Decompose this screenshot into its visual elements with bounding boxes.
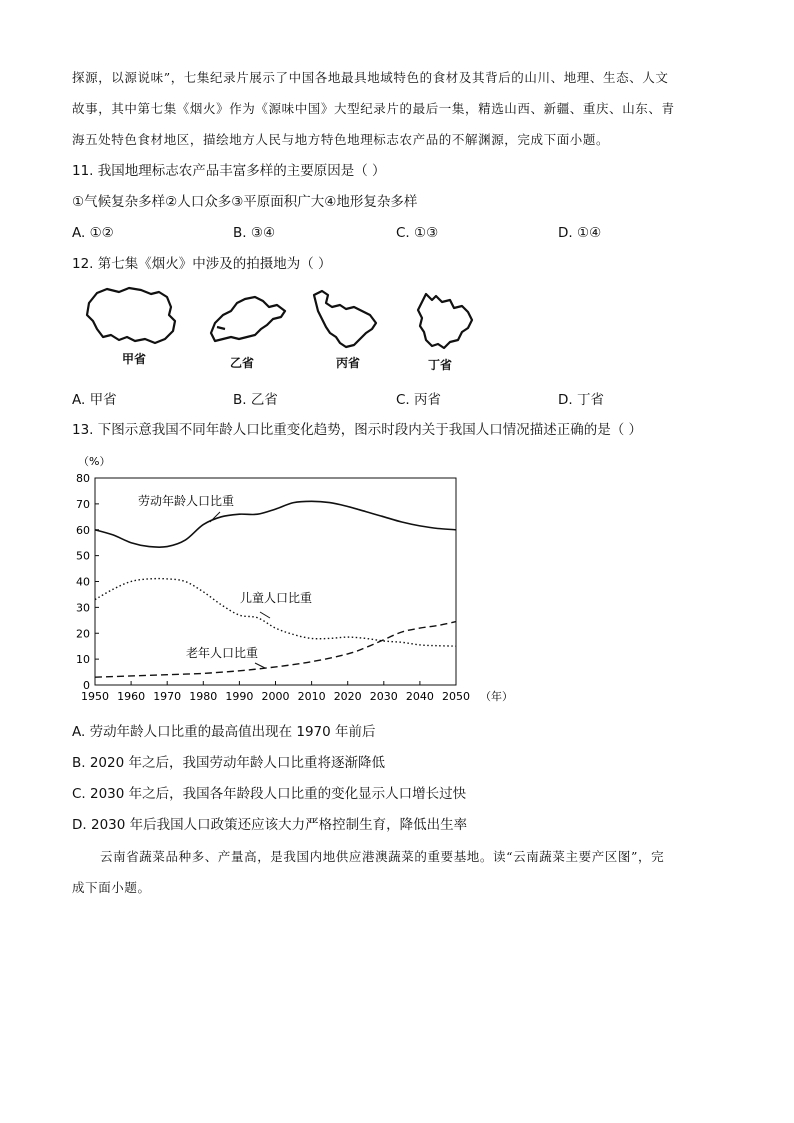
population-ratio-chart bbox=[60, 450, 520, 715]
label-elderly: 老年人口比重 bbox=[186, 646, 259, 660]
q11-option-d[interactable]: D. ①④ bbox=[558, 225, 602, 241]
x-tick-label: 1980 bbox=[189, 690, 218, 703]
series-elderly-line bbox=[95, 622, 456, 678]
map-label-ding: 丁省 bbox=[428, 358, 453, 372]
next-intro-line-1: 云南省蔬菜品种多、产量高，是我国内地供应港澳蔬菜的重要基地。读“云南蔬菜主要产区图”，完 bbox=[100, 849, 665, 864]
x-tick-label: 1970 bbox=[153, 690, 182, 703]
map-bing-province bbox=[310, 289, 382, 351]
chart-xlabel: （年） bbox=[480, 690, 513, 703]
q13-option-b[interactable]: B. 2020 年之后，我国劳动年龄人口比重将逐渐降低 bbox=[72, 755, 385, 771]
intro-line-3: 海五处特色食材地区，描绘地方人民与地方特色地理标志农产品的不解渊源，完成下面小题。 bbox=[72, 132, 610, 147]
next-intro-line-2: 成下面小题。 bbox=[72, 880, 151, 895]
y-tick-label: 0 bbox=[83, 679, 90, 692]
map-label-jia: 甲省 bbox=[122, 352, 147, 366]
map-label-yi: 乙省 bbox=[230, 356, 255, 370]
y-tick-label: 70 bbox=[76, 497, 90, 511]
x-tick-label: 2010 bbox=[297, 690, 326, 703]
x-tick-label: 2030 bbox=[369, 690, 398, 703]
chart-x-axis bbox=[81, 681, 470, 703]
y-tick-label: 10 bbox=[76, 653, 90, 667]
x-tick-label: 1950 bbox=[81, 690, 109, 703]
map-label-bing: 丙省 bbox=[336, 356, 361, 370]
chart-y-axis bbox=[76, 472, 99, 692]
label-children: 儿童人口比重 bbox=[240, 591, 313, 605]
q12-option-b[interactable]: B. 乙省 bbox=[233, 392, 278, 408]
x-tick-label: 2040 bbox=[405, 690, 434, 703]
q11-option-c[interactable]: C. ①③ bbox=[396, 225, 439, 241]
x-tick-label: 2000 bbox=[261, 690, 290, 703]
label-working-age: 劳动年龄人口比重 bbox=[138, 494, 235, 508]
chart-series-group bbox=[95, 501, 456, 677]
series-children-line bbox=[95, 579, 456, 647]
y-tick-label: 50 bbox=[76, 549, 90, 563]
q13-stem: 13. 下图示意我国不同年龄人口比重变化趋势，图示时段内关于我国人口情况描述正确的是（ ） bbox=[72, 422, 643, 438]
map-yi-province bbox=[205, 293, 290, 345]
q11-stem: 11. 我国地理标志农产品丰富多样的主要原因是（ ） bbox=[72, 163, 386, 179]
x-tick-label: 1960 bbox=[117, 690, 146, 703]
intro-line-2: 故事，其中第七集《烟火》作为《源味中国》大型纪录片的最后一集，精选山西、新疆、重庆、山东、青 bbox=[72, 101, 675, 116]
leader-children bbox=[260, 612, 270, 618]
q13-option-c[interactable]: C. 2030 年之后，我国各年龄段人口比重的变化显示人口增长过快 bbox=[72, 786, 467, 802]
q12-option-c[interactable]: C. 丙省 bbox=[396, 392, 442, 408]
q13-option-a[interactable]: A. 劳动年龄人口比重的最高值出现在 1970 年前后 bbox=[72, 724, 376, 740]
q12-option-a[interactable]: A. 甲省 bbox=[72, 392, 117, 408]
x-tick-label: 2020 bbox=[333, 690, 362, 703]
x-tick-label: 1990 bbox=[225, 690, 254, 703]
series-working-age-line bbox=[95, 501, 456, 547]
q13-option-d[interactable]: D. 2030 年后我国人口政策还应该大力严格控制生育，降低出生率 bbox=[72, 817, 468, 833]
y-tick-label: 20 bbox=[76, 627, 90, 641]
q12-option-d[interactable]: D. 丁省 bbox=[558, 392, 604, 408]
q11-option-b[interactable]: B. ③④ bbox=[233, 225, 276, 241]
y-tick-label: 30 bbox=[76, 601, 90, 615]
q11-statements: ①气候复杂多样②人口众多③平原面积广大④地形复杂多样 bbox=[72, 194, 418, 210]
map-jia-province bbox=[85, 285, 180, 347]
q11-option-a[interactable]: A. ①② bbox=[72, 225, 114, 241]
y-tick-label: 80 bbox=[76, 472, 90, 485]
map-ding-province bbox=[412, 290, 480, 352]
leader-elderly bbox=[255, 663, 265, 668]
q12-stem: 12. 第七集《烟火》中涉及的拍摄地为（ ） bbox=[72, 256, 332, 272]
chart-ylabel: （%） bbox=[78, 455, 111, 468]
x-tick-label: 2050 bbox=[442, 690, 470, 703]
y-tick-label: 60 bbox=[76, 523, 90, 537]
intro-line-1: 探源，以源说味”，七集纪录片展示了中国各地最具地域特色的食材及其背后的山川、地理、生态、人文 bbox=[72, 70, 669, 85]
y-tick-label: 40 bbox=[76, 575, 90, 589]
